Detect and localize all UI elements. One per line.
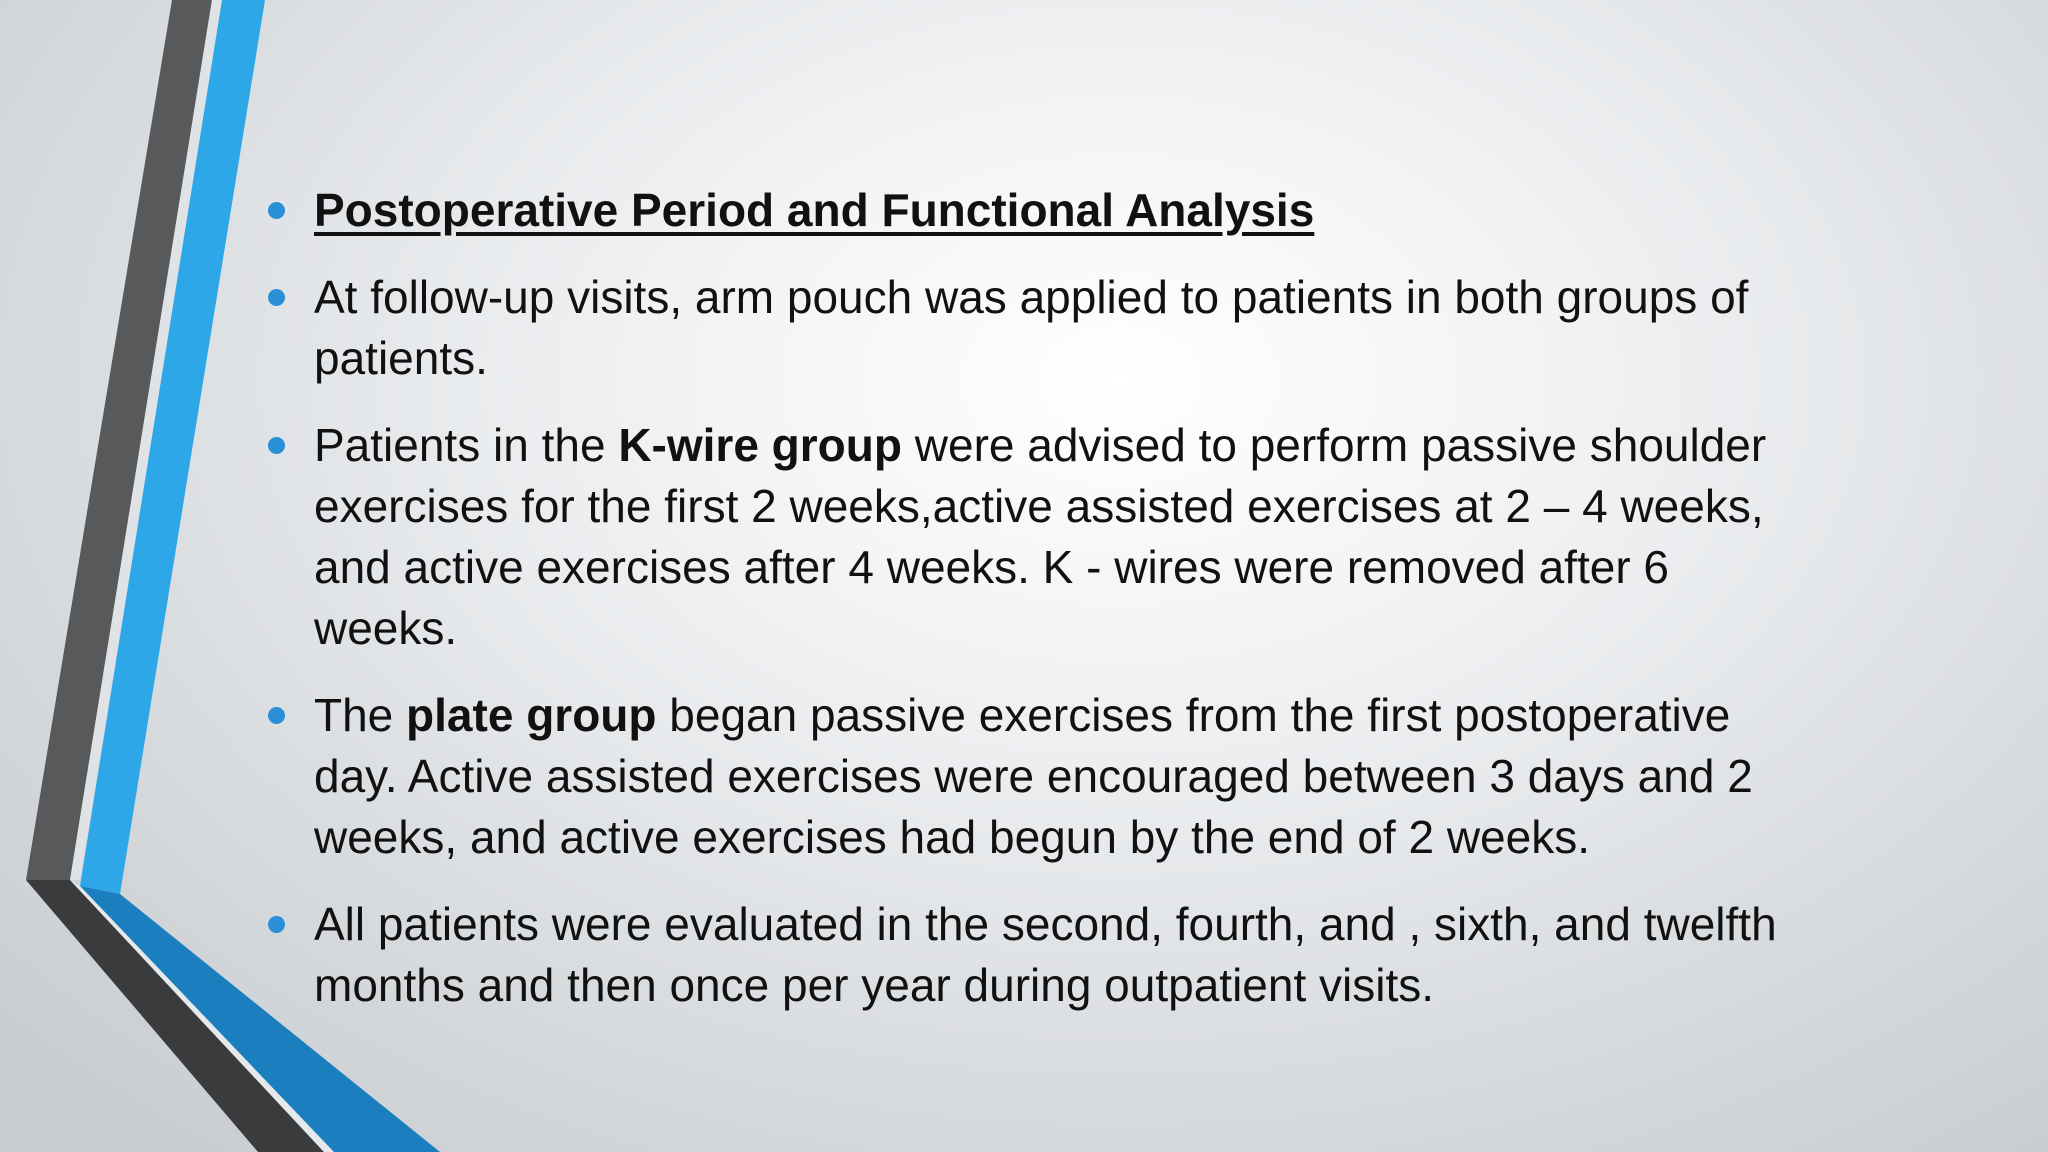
bullet-bold-term: K-wire group xyxy=(618,419,902,471)
bullet-text: At follow-up visits, arm pouch was applied to patients in both groups of patients. xyxy=(314,271,1749,384)
bullet-item xyxy=(264,894,1794,1016)
bullet-text-post: began passive exercises from the first postoperative day. Active assisted exercises were encouraged between 3 days and 2 weeks, and active exercises had begun by the end of 2 weeks. xyxy=(314,689,1753,863)
bullet-text-pre: The xyxy=(314,689,407,741)
bullet-bold-term: plate group xyxy=(406,689,657,741)
bullet-item xyxy=(264,415,1794,659)
bullet-dot-icon xyxy=(268,202,285,219)
bullet-dot-icon xyxy=(268,707,285,724)
bullet-text-pre: Patients in the xyxy=(314,419,619,471)
bullet-text-post: were advised to perform passive shoulder exercises for the first 2 weeks,active assisted exercises at 2 – 4 weeks, and active exercises after 4 weeks. K - wires were removed after 6 weeks. xyxy=(314,419,1767,654)
bullet-list xyxy=(264,180,1794,1042)
bullet-text: All patients were evaluated in the second, fourth, and , sixth, and twelfth months and then once per year during outpatient visits. xyxy=(314,898,1777,1011)
bullet-heading xyxy=(264,180,1794,241)
bullet-item xyxy=(264,267,1794,389)
section-heading: Postoperative Period and Functional Analysis xyxy=(314,184,1315,236)
bullet-dot-icon xyxy=(268,289,285,306)
bullet-dot-icon xyxy=(268,916,285,933)
bullet-dot-icon xyxy=(268,437,285,454)
light-separator-stripe xyxy=(70,0,222,880)
bullet-item xyxy=(264,685,1794,868)
